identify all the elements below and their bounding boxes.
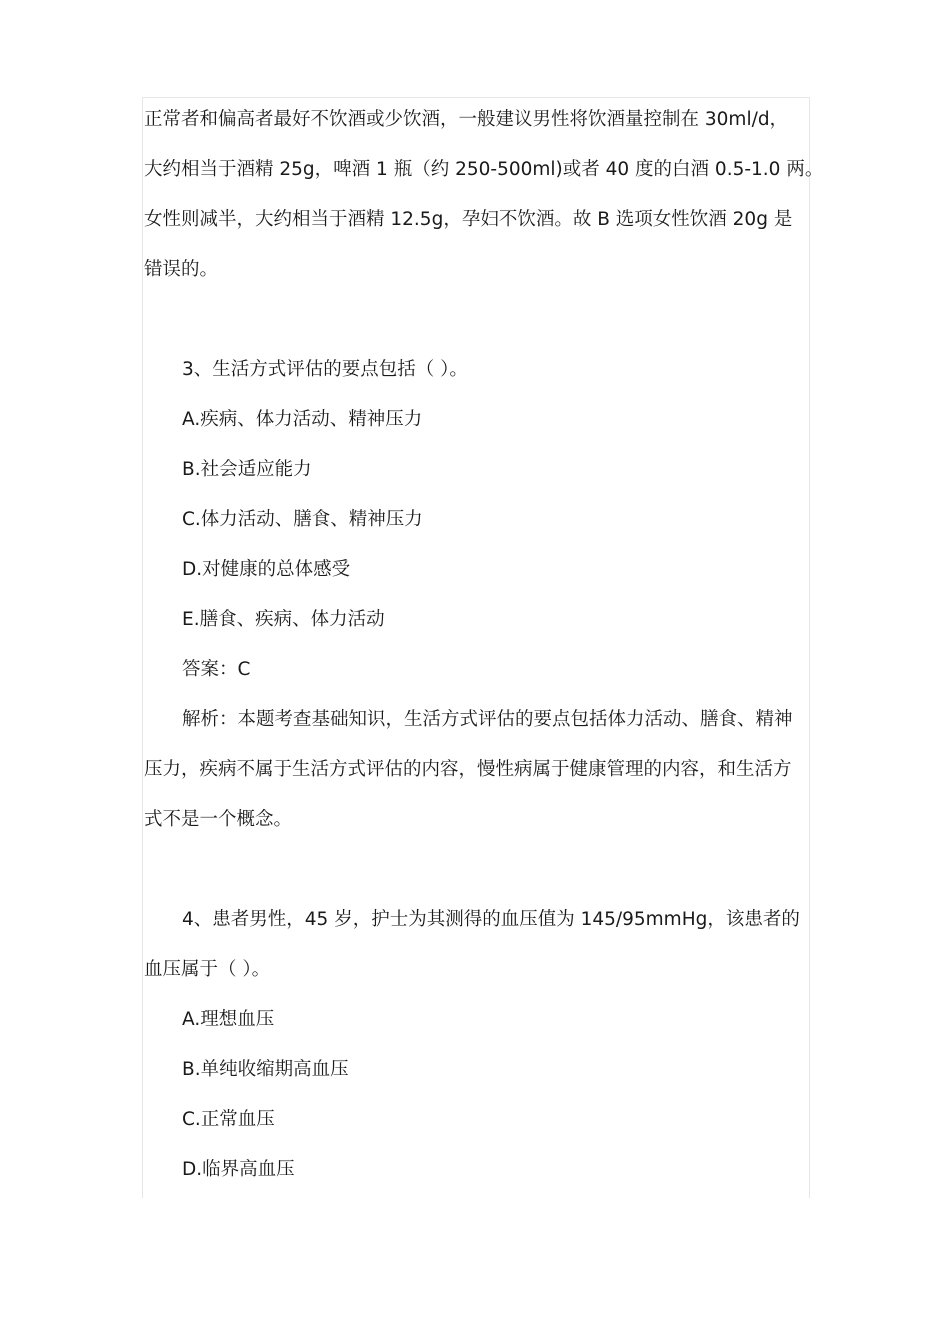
q3-option-c: C.体力活动、膳食、精神压力 — [182, 509, 423, 530]
spacer — [144, 295, 816, 345]
q3-explanation-line-3: 式不是一个概念。 — [144, 809, 293, 830]
q3-question: 3、生活方式评估的要点包括（ ）。 — [182, 359, 468, 380]
intro-line-1: 正常者和偏高者最好不饮酒或少饮酒，一般建议男性将饮酒量控制在 30ml/d， — [144, 109, 789, 130]
q4-option-a: A.理想血压 — [182, 1009, 275, 1030]
intro-line-2: 大约相当于酒精 25g，啤酒 1 瓶（约 250-500ml)或者 40 度的白酒 0.5-1.0 两。 — [144, 159, 824, 180]
q3-answer: 答案：C — [182, 659, 251, 680]
q3-explanation-line-2: 压力，疾病不属于生活方式评估的内容，慢性病属于健康管理的内容，和生活方 — [144, 759, 792, 780]
document-content — [144, 95, 824, 1195]
q4-option-c: C.正常血压 — [182, 1109, 275, 1130]
spacer — [144, 845, 816, 895]
q4-question-line-1: 4、患者男性，45 岁，护士为其测得的血压值为 145/95mmHg，该患者的 — [182, 909, 800, 930]
q3-option-b: B.社会适应能力 — [182, 459, 312, 480]
q4-option-b: B.单纯收缩期高血压 — [182, 1059, 349, 1080]
q3-option-d: D.对健康的总体感受 — [182, 559, 351, 580]
intro-line-3: 女性则减半，大约相当于酒精 12.5g，孕妇不饮酒。故 B 选项女性饮酒 20g 是 — [144, 209, 793, 230]
intro-line-4: 错误的。 — [144, 259, 219, 280]
q3-option-e: E.膳食、疾病、体力活动 — [182, 609, 385, 630]
q4-option-d: D.临界高血压 — [182, 1159, 295, 1180]
q3-option-a: A.疾病、体力活动、精神压力 — [182, 409, 423, 430]
q4-question-line-2: 血压属于（ ）。 — [144, 959, 271, 980]
q3-explanation-line-1: 解析：本题考查基础知识，生活方式评估的要点包括体力活动、膳食、精神 — [182, 709, 793, 730]
